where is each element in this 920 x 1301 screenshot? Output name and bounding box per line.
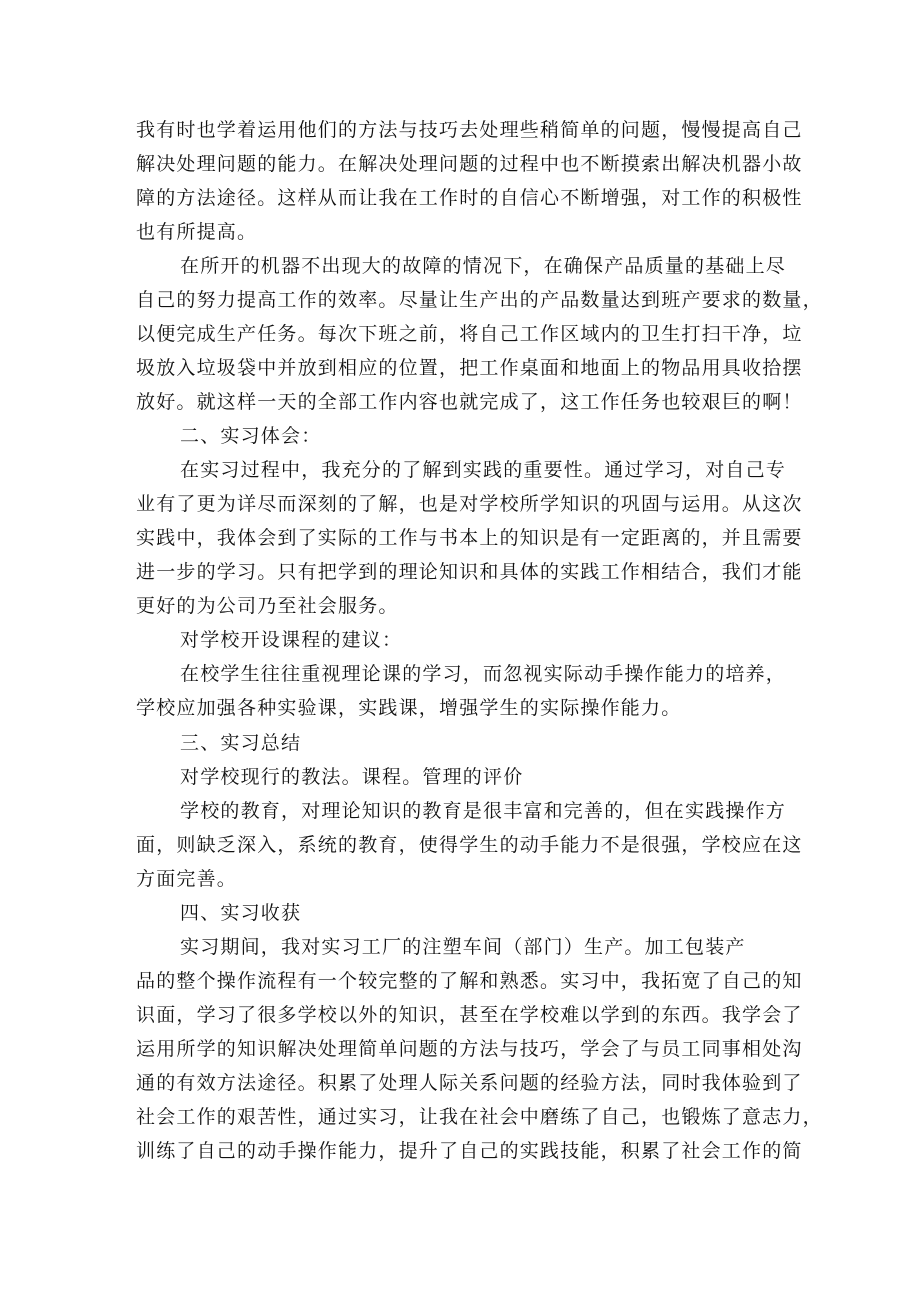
subheading: 对学校现行的教法。课程。管理的评价: [180, 766, 524, 788]
text-line: 社会工作的艰苦性，通过实习，让我在社会中磨练了自己，也锻炼了意志力，: [136, 1106, 823, 1128]
text-line: 以便完成生产任务。每次下班之前，将自己工作区域内的卫生打扫干净，垃: [136, 323, 803, 345]
text-line: 实践中，我体会到了实际的工作与书本上的知识是有一定距离的，并且需要: [136, 527, 803, 549]
text-line: 在实习过程中，我充分的了解到实践的重要性。通过学习，对自己专: [180, 459, 787, 481]
section-heading: 四、实习收获: [180, 902, 302, 924]
text-line: 更好的为公司乃至社会服务。: [136, 595, 399, 617]
section-heading: 二、实习体会：: [180, 425, 322, 447]
text-line: 识面，学习了很多学校以外的知识，甚至在学校难以学到的东西。我学会了: [136, 1004, 803, 1026]
text-line: 在所开的机器不出现大的故障的情况下，在确保产品质量的基础上尽: [180, 255, 787, 277]
text-line: 品的整个操作流程有一个较完整的了解和熟悉。实习中，我拓宽了自己的知: [136, 970, 803, 992]
text-line: 业有了更为详尽而深刻的了解，也是对学校所学知识的巩固与运用。从这次: [136, 493, 803, 515]
text-line: 圾放入垃圾袋中并放到相应的位置，把工作桌面和地面上的物品用具收拾摆: [136, 357, 803, 379]
text-line: 学校应加强各种实验课，实践课，增强学生的实际操作能力。: [136, 697, 682, 719]
text-line: 通的有效方法途径。积累了处理人际关系问题的经验方法，同时我体验到了: [136, 1072, 803, 1094]
text-line: 学校的教育，对理论知识的教育是很丰富和完善的，但在实践操作方: [180, 800, 787, 822]
text-line: 实习期间，我对实习工厂的注塑车间（部门）生产。加工包装产: [180, 936, 746, 958]
text-line: 方面完善。: [136, 868, 238, 890]
section-heading: 三、实习总结: [180, 732, 302, 754]
text-line: 运用所学的知识解决处理简单问题的方法与技巧，学会了与员工同事相处沟: [136, 1038, 803, 1060]
subheading: 对学校开设课程的建议：: [180, 629, 403, 651]
text-line: 解决处理问题的能力。在解决处理问题的过程中也不断摸索出解决机器小故: [136, 153, 803, 175]
text-line: 自己的努力提高工作的效率。尽量让生产出的产品数量达到班产要求的数量，: [136, 289, 823, 311]
text-line: 面，则缺乏深入，系统的教育，使得学生的动手能力不是很强，学校应在这: [136, 834, 803, 856]
text-line: 放好。就这样一天的全部工作内容也就完成了，这工作任务也较艰巨的啊！: [136, 391, 803, 413]
text-line: 在校学生往往重视理论课的学习，而忽视实际动手操作能力的培养，: [180, 663, 787, 685]
text-line: 也有所提高。: [136, 221, 258, 243]
text-line: 训练了自己的动手操作能力，提升了自己的实践技能，积累了社会工作的简: [136, 1140, 803, 1162]
text-line: 障的方法途径。这样从而让我在工作时的自信心不断增强，对工作的积极性: [136, 187, 803, 209]
text-line: 我有时也学着运用他们的方法与技巧去处理些稍简单的问题，慢慢提高自己: [136, 119, 803, 141]
text-line: 进一步的学习。只有把学到的理论知识和具体的实践工作相结合，我们才能: [136, 561, 803, 583]
